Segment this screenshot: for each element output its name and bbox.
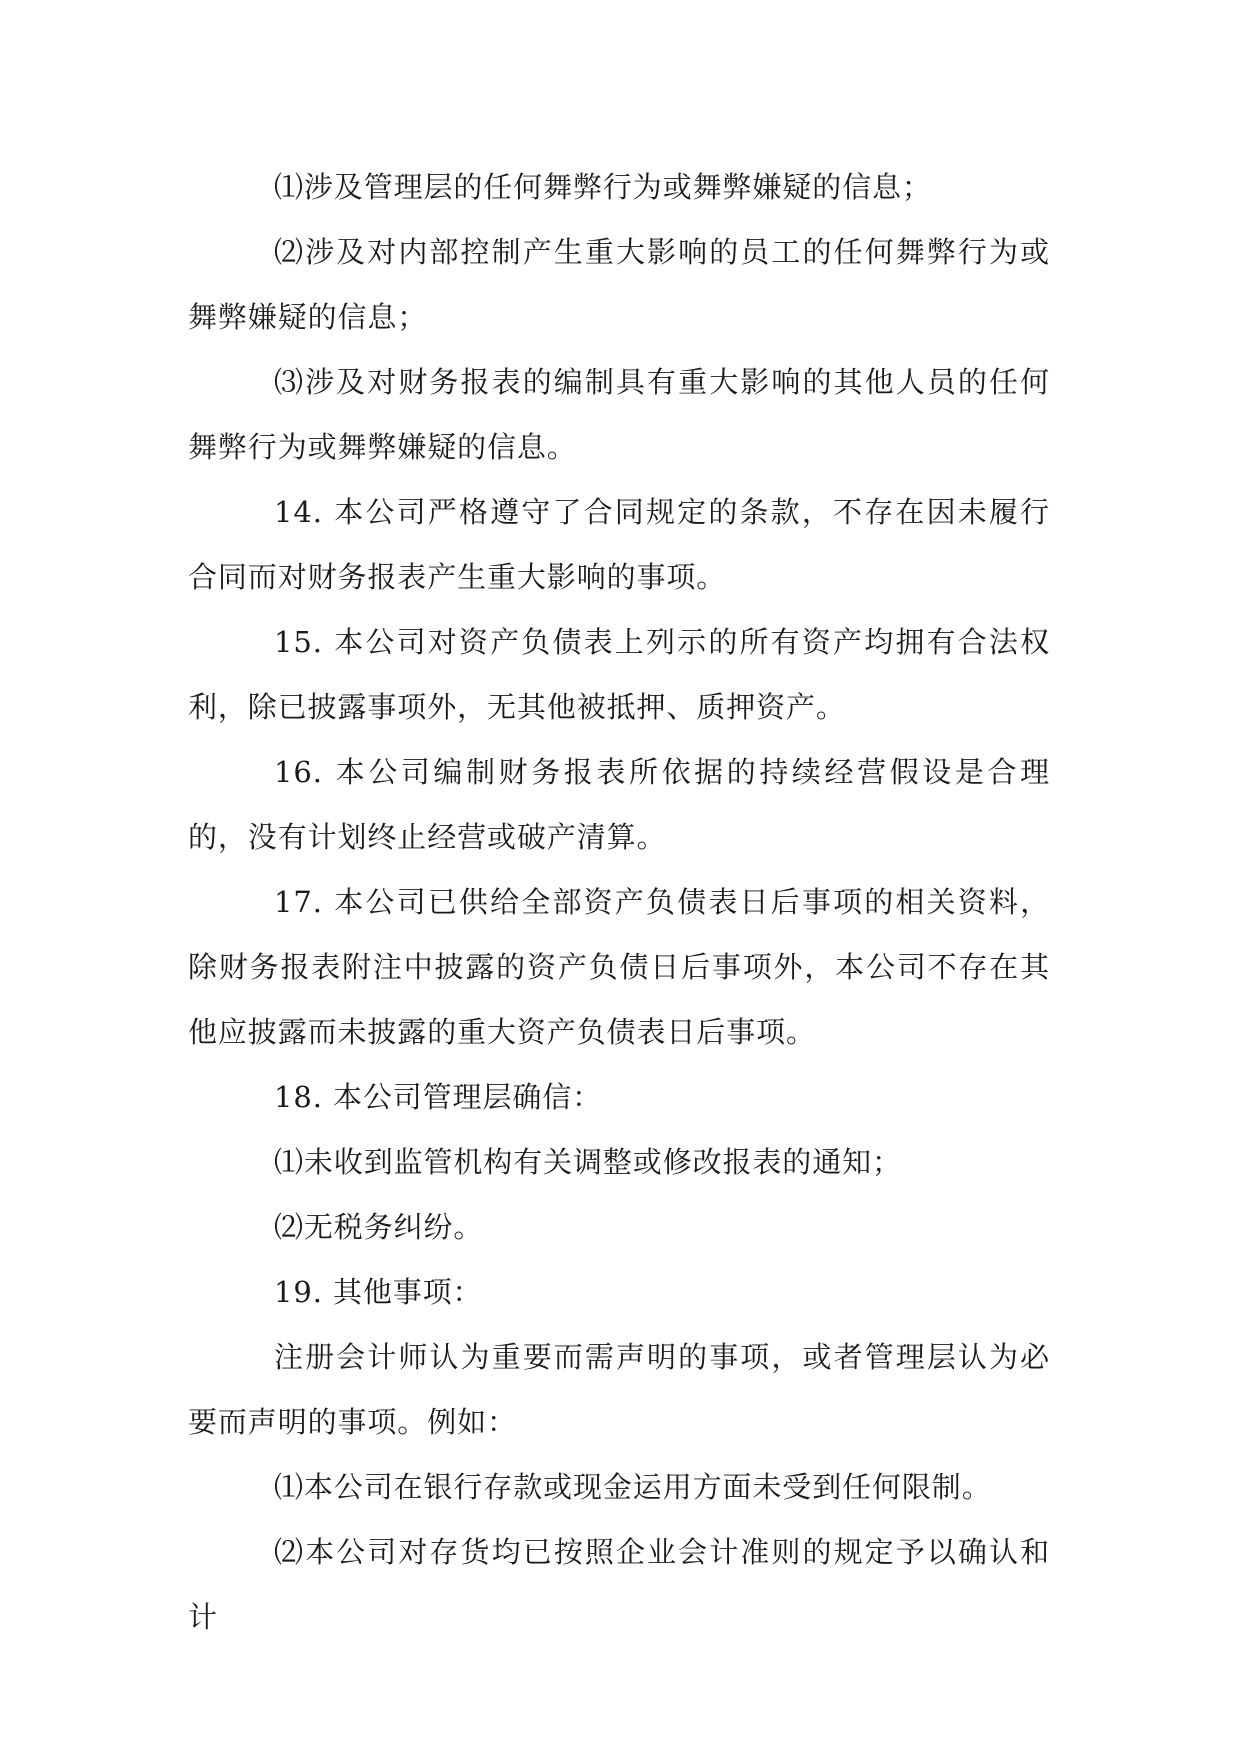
paragraph-item-18-sub-2: ⑵无税务纠纷。: [274, 1210, 484, 1244]
paragraph-fraud-management: ⑴涉及管理层的任何舞弊行为或舞弊嫌疑的信息；: [274, 170, 932, 204]
paragraph-item-19: 19. 其他事项：: [274, 1275, 483, 1309]
paragraph-fraud-employees: ⑵涉及对内部控制产生重大影响的员工的任何舞弊行为或舞弊嫌疑的信息；: [188, 235, 1050, 334]
paragraph-item-18-sub-1: ⑴未收到监管机构有关调整或修改报表的通知；: [274, 1145, 902, 1179]
paragraph-item-17: 17. 本公司已供给全部资产负债表日后事项的相关资料，除财务报表附注中披露的资产负债日后事项外，本公司不存在其他应披露而未披露的重大资产负债表日后事项。: [188, 885, 1050, 1049]
paragraph-item-19-sub-1: ⑴本公司在银行存款或现金运用方面未受到任何限制。: [274, 1470, 992, 1504]
document-body: [188, 155, 1050, 1650]
paragraph-fraud-others: ⑶涉及对财务报表的编制具有重大影响的其他人员的任何舞弊行为或舞弊嫌疑的信息。: [188, 365, 1050, 464]
paragraph-item-15: 15. 本公司对资产负债表上列示的所有资产均拥有合法权利，除已披露事项外，无其他被抵押、质押资产。: [188, 625, 1050, 724]
paragraph-item-16: 16. 本公司编制财务报表所依据的持续经营假设是合理的，没有计划终止经营或破产清算。: [188, 755, 1050, 854]
paragraph-item-19-intro: 注册会计师认为重要而需声明的事项，或者管理层认为必要而声明的事项。例如：: [188, 1340, 1050, 1439]
paragraph-item-19-sub-2: ⑵本公司对存货均已按照企业会计准则的规定予以确认和计: [188, 1535, 1050, 1634]
paragraph-item-18: 18. 本公司管理层确信：: [274, 1080, 603, 1114]
paragraph-item-14: 14. 本公司严格遵守了合同规定的条款，不存在因未履行合同而对财务报表产生重大影响的事项。: [188, 495, 1050, 594]
